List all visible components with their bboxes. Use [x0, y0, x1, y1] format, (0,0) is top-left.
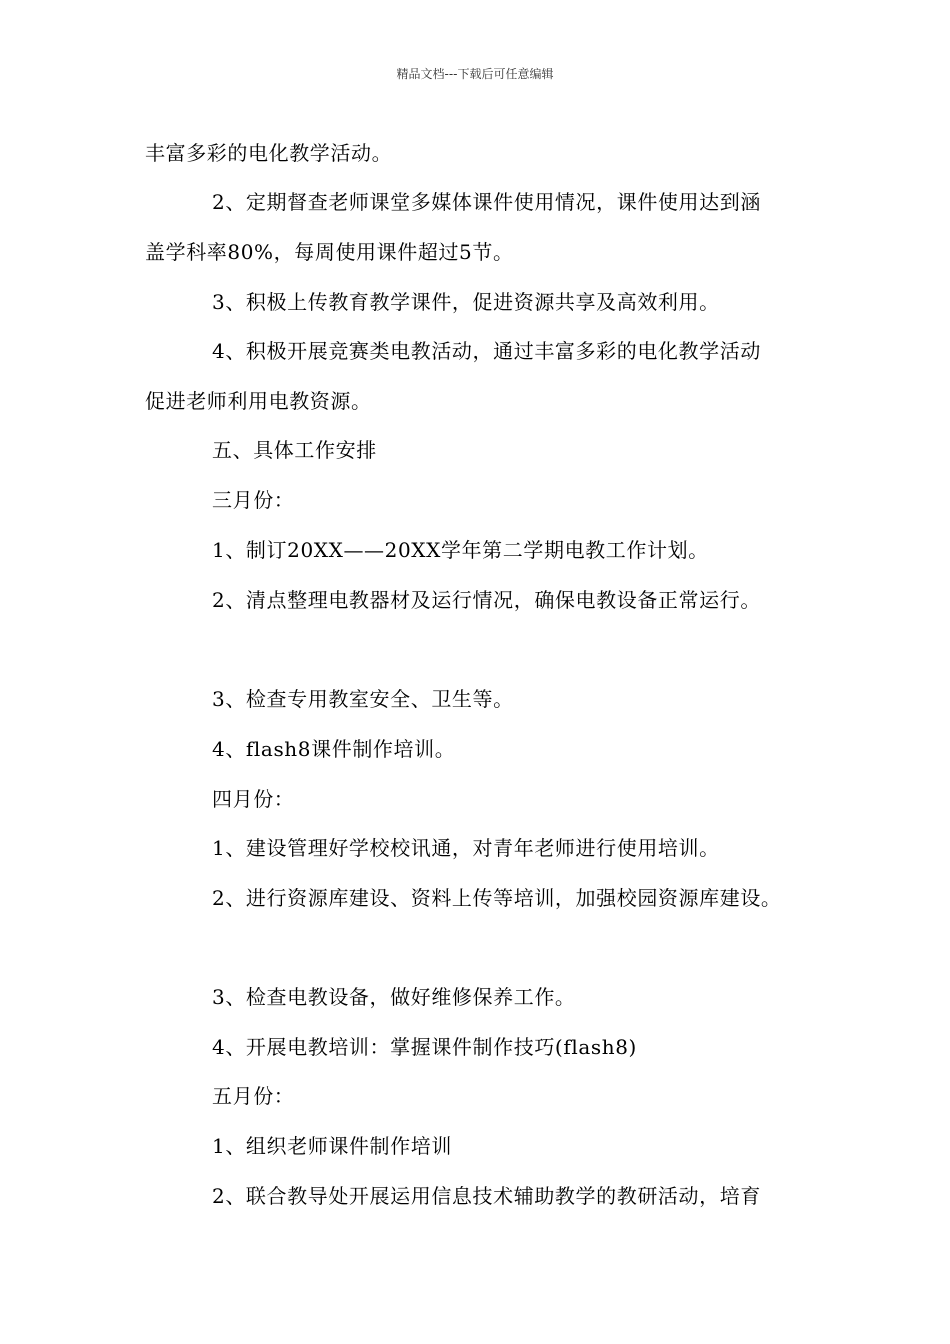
- body-line: 4、开展电教培训：掌握课件制作技巧(flash8): [212, 1035, 637, 1059]
- body-line: 4、积极开展竞赛类电教活动，通过丰富多彩的电化教学活动: [212, 339, 761, 363]
- body-line: 1、建设管理好学校校讯通，对青年老师进行使用培训。: [212, 836, 720, 860]
- body-line: 2、联合教导处开展运用信息技术辅助教学的教研活动，培育: [212, 1184, 761, 1208]
- page-header: 精品文档---下载后可任意编辑: [396, 67, 554, 81]
- month-heading: 三月份：: [212, 488, 295, 512]
- body-line: 2、进行资源库建设、资料上传等培训，加强校园资源库建设。: [212, 886, 782, 910]
- body-line: 2、清点整理电教器材及运行情况，确保电教设备正常运行。: [212, 588, 761, 612]
- month-heading: 四月份：: [212, 787, 295, 811]
- body-line: 3、积极上传教育教学课件，促进资源共享及高效利用。: [212, 290, 720, 314]
- body-line: 丰富多彩的电化教学活动。: [145, 141, 393, 165]
- body-line: 2、定期督查老师课堂多媒体课件使用情况，课件使用达到涵: [212, 190, 761, 214]
- body-line: 盖学科率80%，每周使用课件超过5节。: [145, 240, 514, 264]
- section-heading: 五、具体工作安排: [212, 438, 377, 462]
- body-line: 1、组织老师课件制作培训: [212, 1134, 452, 1158]
- body-line: 4、flash8课件制作培训。: [212, 737, 456, 761]
- body-line: 3、检查专用教室安全、卫生等。: [212, 687, 514, 711]
- month-heading: 五月份：: [212, 1084, 295, 1108]
- body-line: 1、制订20XX——20XX学年第二学期电教工作计划。: [212, 538, 709, 562]
- body-line: 促进老师利用电教资源。: [145, 389, 372, 413]
- body-line: 3、检查电教设备，做好维修保养工作。: [212, 985, 576, 1009]
